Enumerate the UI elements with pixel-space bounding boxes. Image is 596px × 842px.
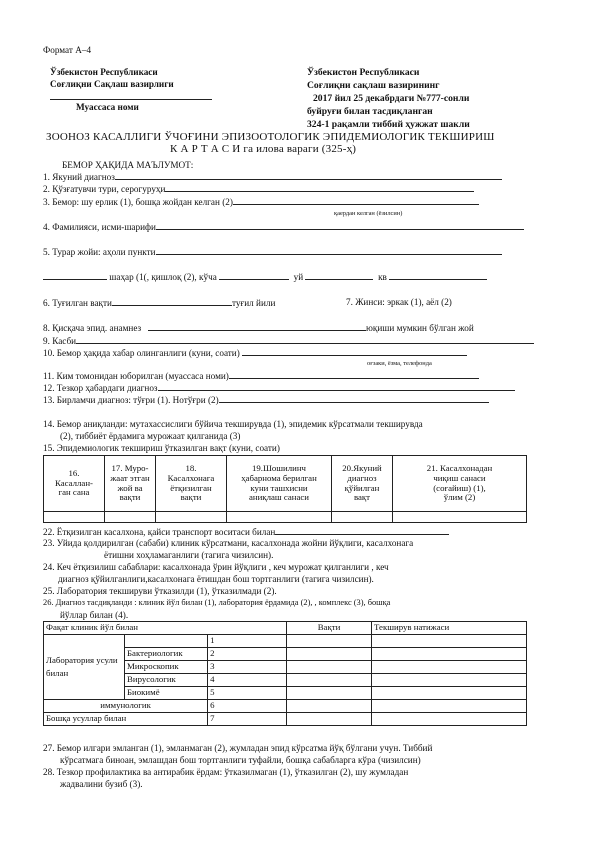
- field-epid-anamnesis: 8. Қисқача эпид. анамнез юқиши мумкин бўлган жой: [43, 323, 474, 333]
- profession-input[interactable]: [76, 335, 534, 344]
- th-illness-date: 16. Касаллан- ган сана: [44, 456, 105, 512]
- lab-row-1-result[interactable]: [372, 635, 527, 648]
- card-word: К А Р Т А С И: [170, 143, 241, 155]
- field-left-home-line2: ётишни хоҳламаганлиги (тагига чизилсин).: [104, 550, 274, 560]
- lab-row-4-num: 4: [208, 674, 287, 687]
- lab-row-2-label: Бактериологик: [125, 648, 208, 661]
- patient-origin-input[interactable]: [233, 196, 479, 205]
- field-urgent-diagnosis: 12. Тезкор ҳабардаги диагноз: [43, 382, 515, 394]
- address-prefix-input[interactable]: [43, 271, 107, 280]
- lab-row-6-result[interactable]: [372, 700, 527, 713]
- lab-row-1-time[interactable]: [287, 635, 372, 648]
- appendix-text: га илова вараги (325-ҳ): [240, 143, 357, 155]
- format-label: Формат А–4: [43, 45, 92, 55]
- field-left-home-line1: 23. Уйида қолдирилган (сабаби) клиник кўрсатмани, касалхонада жойни йўқлиги, касалхонага: [43, 538, 414, 548]
- house-input[interactable]: [305, 271, 373, 280]
- patient-section-heading: БЕМОР ҲАҚИДА МАЪЛУМОТ:: [62, 160, 194, 170]
- lab-row-4-label: Вирусологик: [125, 674, 208, 687]
- lab-row-7-label: Бошқа усуллар билан: [44, 713, 208, 726]
- urgent-notice-cell[interactable]: [227, 512, 332, 523]
- field-full-name: 4. Фамилияси, исми-шарифи: [43, 221, 524, 233]
- full-name-input[interactable]: [156, 221, 524, 230]
- urgent-diagnosis-input[interactable]: [158, 382, 515, 391]
- th-discharge-date: 21. Касалхонадан чиқиш санаси (соғайиш) (1), ўлим (2): [393, 456, 527, 512]
- field-prophylaxis-line2: жадвалини бузиб (3).: [60, 779, 143, 789]
- discharge-date-cell[interactable]: [393, 512, 527, 523]
- th-hospitalized-time: 18. Касалхонага ётқизилган вақти: [156, 456, 227, 512]
- lab-row-7-result[interactable]: [372, 713, 527, 726]
- th-final-diagnosis-time: 20.Якуний диагноз қўйилган вақт: [332, 456, 393, 512]
- hospitalized-time-cell[interactable]: [156, 512, 227, 523]
- clinical-only-header: Фақат клиник йўл билан: [44, 622, 287, 635]
- lab-row-7-num: 7: [208, 713, 287, 726]
- lab-row-3-result[interactable]: [372, 661, 527, 674]
- result-header: Текширув натижаси: [372, 622, 527, 635]
- lab-row-3-time[interactable]: [287, 661, 372, 674]
- time-header: Вақти: [287, 622, 372, 635]
- lab-row-3-num: 3: [208, 661, 287, 674]
- lab-row-5-result[interactable]: [372, 687, 527, 700]
- settlement-input[interactable]: [156, 246, 502, 255]
- lab-row-1-num: 1: [208, 635, 287, 648]
- institution-name-label: Муассаса номи: [76, 102, 139, 112]
- lab-row-7-time[interactable]: [287, 713, 372, 726]
- lab-row-5-time[interactable]: [287, 687, 372, 700]
- lab-row-6-time[interactable]: [287, 700, 372, 713]
- th-visit-place: 17. Муро- жаат этган жой ва вақти: [105, 456, 156, 512]
- lab-row-1-label: [125, 635, 208, 648]
- lab-group-label: Лаборатория усули билан: [44, 635, 125, 700]
- field-pathogen: 2. Қўзғатувчи тури, серогуруҳи: [43, 183, 474, 195]
- field-diagnosis-confirmed-line1: 26. Диагноз тасдиқланди : клиник йўл билан (1), лаборатория ёрдамида (2), , комплекс (3), бошқа: [43, 598, 391, 607]
- field-referred-by: 11. Ким томонидан юборилган (муассаса номи): [43, 370, 479, 382]
- field-vaccination-line2: кўрсатмага биноан, эмлашдан бош тортганлиги туфайли, бошқа сабабларга кўра (чизилсин): [60, 755, 421, 765]
- field-late-reasons-line2: диагноз қўйилганлиги,касалхонага ётишдан бош тортганлиги (тагига чизилсин).: [58, 574, 374, 584]
- lab-row-2-result[interactable]: [372, 648, 527, 661]
- timeline-table: [43, 455, 527, 523]
- field-late-reasons-line1: 24. Кеч ётқизилиш сабаблари: касалхонада ўрин йўқлиги , кеч мурожат қилганлиги , кеч: [43, 562, 389, 572]
- apartment-input[interactable]: [389, 271, 487, 280]
- field-detection-line1: 14. Бемор аниқланди: мутахассислиги бўйича текширувда (1), эпидемик кўрсатмали текширувда: [43, 419, 423, 429]
- visit-place-cell[interactable]: [105, 512, 156, 523]
- approval-line4: буйруғи билан тасдиқланган: [307, 106, 433, 117]
- field-investigation-time: 15. Эпидемиологик текшириш ўтказилган вақт (куни, соати): [43, 443, 280, 453]
- approval-line2: Соғлиқни сақлаш вазирининг: [307, 80, 440, 91]
- document-title: ЗООНОЗ КАСАЛЛИГИ ЎЧОҒИНИ ЭПИЗООТОЛОГИК ЭПИДЕМИОЛОГИК ТЕКШИРИШ: [46, 131, 495, 143]
- lab-row-2-num: 2: [208, 648, 287, 661]
- epid-anamnesis-input[interactable]: [148, 322, 366, 331]
- referred-by-input[interactable]: [229, 370, 479, 379]
- origin-note: қаердан келган (ёзилсин): [334, 210, 403, 217]
- approval-line3: 2017 йил 25 декабрдаги №777-сонли: [313, 93, 470, 104]
- th-urgent-notice: 19.Шошилинч ҳабарнома берилган куни ташхисни аниқлаш санаси: [227, 456, 332, 512]
- lab-row-4-time[interactable]: [287, 674, 372, 687]
- birth-date-input[interactable]: [112, 297, 232, 306]
- field-diagnosis-confirmed-line2: йўллар билан (4).: [60, 610, 129, 620]
- primary-diagnosis-input[interactable]: [219, 394, 489, 403]
- notification-note: оғзаки, ёзма, телефонда: [367, 360, 432, 367]
- approval-line5: 324-1 рақамли тиббий ҳужжат шакли: [307, 119, 470, 130]
- field-lab-test: 25. Лаборатория текшируви ўтказилди (1), ўтказилмади (2).: [43, 586, 277, 596]
- institution-name-line[interactable]: [50, 98, 212, 100]
- hospital-transport-input[interactable]: [275, 526, 449, 535]
- lab-row-6-num: 6: [208, 700, 287, 713]
- field-patient-origin: 3. Бемор: шу ерлик (1), бошқа жойдан келган (2): [43, 196, 479, 208]
- field-gender[interactable]: 7. Жинси: эркак (1), аёл (2): [346, 297, 452, 307]
- approval-line1: Ўзбекистон Республикаси: [307, 67, 420, 78]
- ministry-line1: Ўзбекистон Республикаси: [50, 67, 158, 77]
- field-address: шаҳар (1(, қишлоқ (2), кўча уй кв: [43, 271, 487, 283]
- field-birth-date: 6. Туғилган вақти туғил йили: [43, 298, 276, 308]
- lab-row-5-label: Биокимё: [125, 687, 208, 700]
- final-diagnosis-input[interactable]: [115, 171, 502, 180]
- field-vaccination-line1: 27. Бемор илгари эмланган (1), эмланмаган (2), жумладан эпид кўрсатма йўқ бўлгани учун. Тиббий: [43, 743, 433, 753]
- timeline-input-row: [44, 512, 527, 523]
- field-prophylaxis-line1: 28. Тезкор профилактика ва антирабик ёрдам: ўтказилмаган (1), ўтказилган (2), шу жумладан: [43, 767, 409, 777]
- document-subtitle: [170, 143, 356, 156]
- field-hospital-transport: 22. Ётқизилган касалхона, қайси транспорт воситаси билан: [43, 526, 449, 538]
- field-final-diagnosis: 1. Якуний диагноз: [43, 171, 502, 183]
- lab-methods-table: [43, 621, 527, 726]
- pathogen-input[interactable]: [165, 183, 474, 192]
- final-diagnosis-time-cell[interactable]: [332, 512, 393, 523]
- lab-row-2-time[interactable]: [287, 648, 372, 661]
- street-input[interactable]: [219, 271, 289, 280]
- field-notification: 10. Бемор ҳақида хабар олинганлиги (куни, соати): [43, 347, 467, 359]
- illness-date-cell[interactable]: [44, 512, 105, 523]
- notification-input[interactable]: [242, 347, 467, 356]
- ministry-line2: Соғлиқни Сақлаш вазирлиги: [50, 79, 174, 89]
- field-detection-line2: (2), тиббиёт ёрдамига мурожаат қилганида (3): [60, 431, 241, 441]
- lab-row-5-num: 5: [208, 687, 287, 700]
- lab-row-3-label: Микроскопик: [125, 661, 208, 674]
- lab-row-6-label: иммунологик: [44, 700, 208, 713]
- lab-row-4-result[interactable]: [372, 674, 527, 687]
- field-primary-diagnosis: 13. Бирламчи диагноз: тўғри (1). Нотўғри (2): [43, 394, 489, 406]
- field-residence: 5. Турар жойи: аҳоли пункти: [43, 246, 502, 258]
- field-profession: 9. Касби: [43, 335, 534, 347]
